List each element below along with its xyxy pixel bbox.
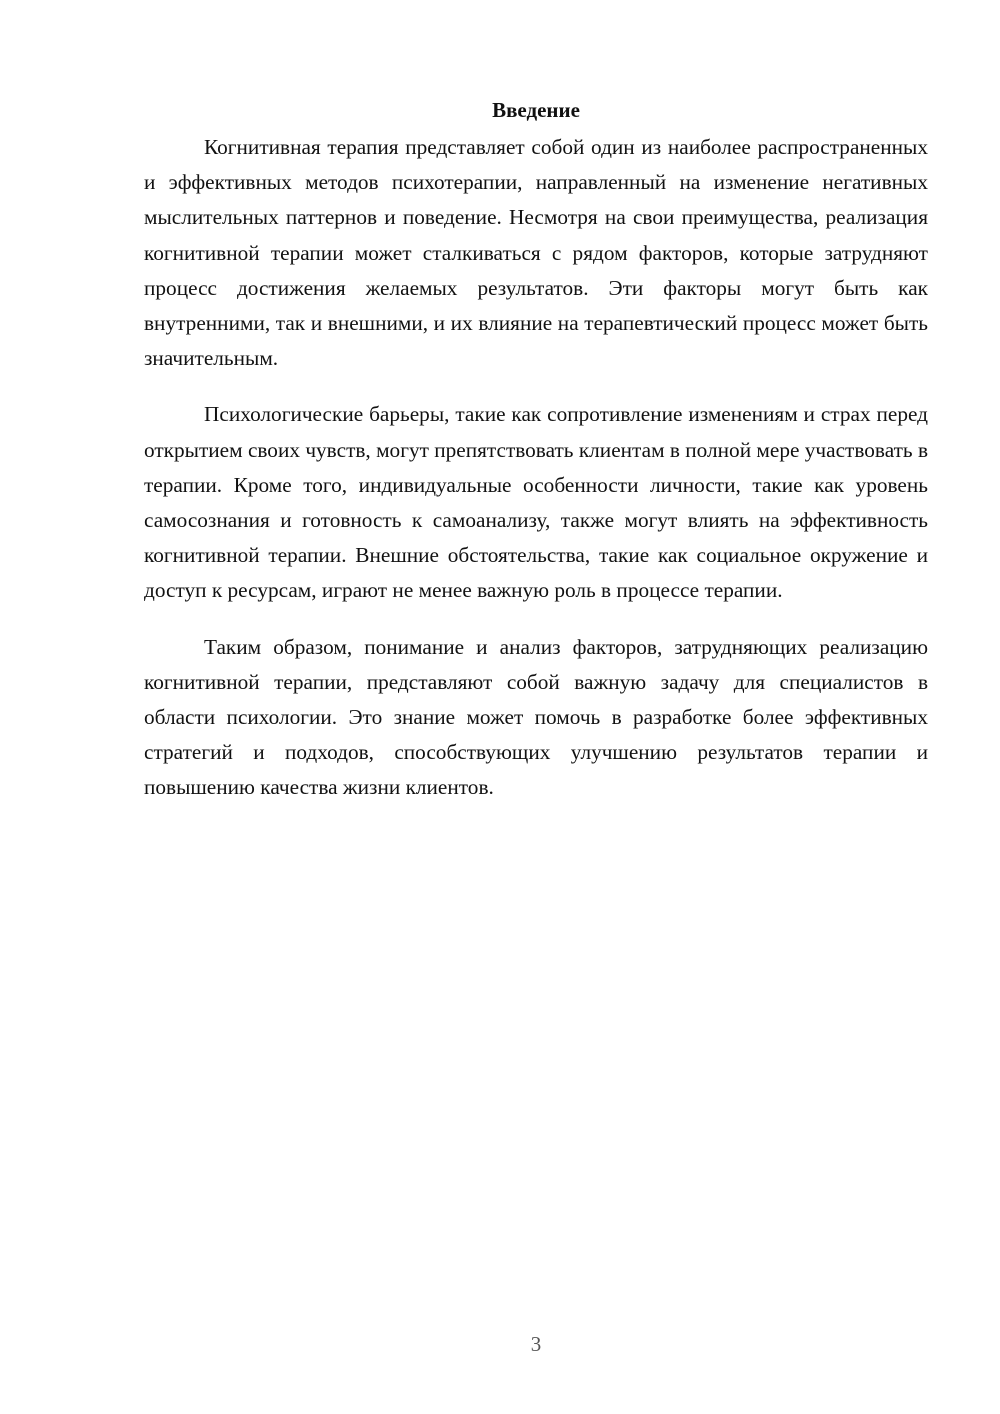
paragraph-1: Когнитивная терапия представляет собой один из наиболее распространенных и эффективных методов психотерапии, направленный на изменение негативных мыслительных паттернов и поведение. Несмотря на свои преимущества, реализация когнитивной терапии может сталкиваться с рядом факторов, которые затрудняют процесс достижения желаемых результатов. Эти факторы могут быть как внутренними, так и внешними, и их влияние на терапевтический процесс может быть значительным. (144, 135, 928, 371)
section-heading: Введение (492, 98, 580, 122)
page-number: 3 (530, 1332, 542, 1356)
paragraph-3: Таким образом, понимание и анализ факторов, затрудняющих реализацию когнитивной терапии, представляют собой важную задачу для специалистов в области психологии. Это знание может помочь в разработке более эффективных стратегий и подходов, способствующих улучшению результатов терапии и повышению качества жизни клиентов. (144, 634, 928, 800)
page-content (144, 92, 928, 827)
paragraph-2: Психологические барьеры, такие как сопротивление изменениям и страх перед открытием своих чувств, могут препятствовать клиентам в полной мере участвовать в терапии. Кроме того, индивидуальные особенности личности, такие как уровень самосознания и готовность к самоанализу, также могут влиять на эффективность когнитивной терапии. Внешние обстоятельства, такие как социальное окружение и доступ к ресурсам, играют не менее важную роль в процессе терапии. (144, 402, 928, 603)
